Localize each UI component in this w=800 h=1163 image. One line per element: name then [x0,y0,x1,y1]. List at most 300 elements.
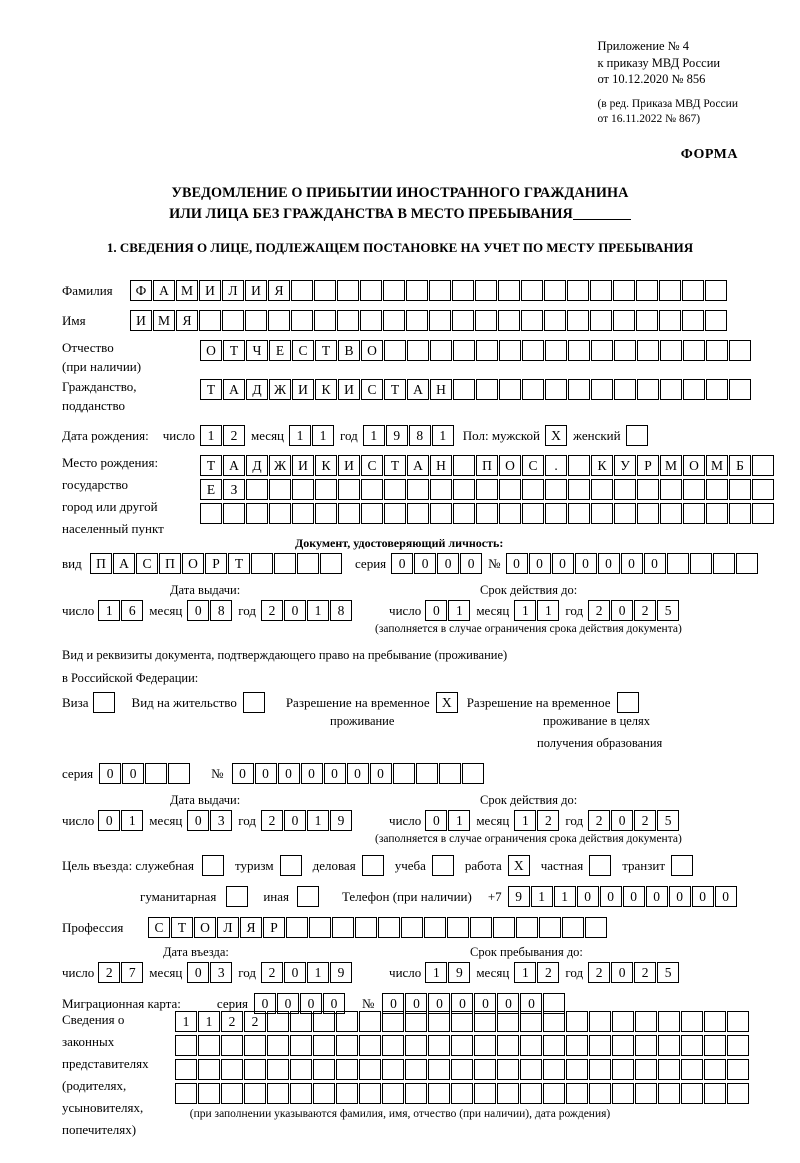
char-cell[interactable] [338,503,360,524]
char-cell[interactable]: 0 [437,553,459,574]
char-cell[interactable]: 2 [588,600,610,621]
char-cell[interactable] [545,503,567,524]
char-cell[interactable] [280,855,302,876]
char-cell[interactable] [566,1035,588,1056]
doc-valid-day-input[interactable] [425,600,471,621]
char-cell[interactable]: 0 [520,993,542,1014]
char-cell[interactable] [428,1035,450,1056]
char-cell[interactable]: 0 [187,810,209,831]
char-cell[interactable] [475,280,497,301]
char-cell[interactable] [470,917,492,938]
char-cell[interactable] [499,503,521,524]
purpose-humanitarian-checkbox[interactable] [226,886,249,907]
char-cell[interactable] [451,1083,473,1104]
char-cell[interactable]: 1 [98,600,120,621]
char-cell[interactable] [545,379,567,400]
char-cell[interactable]: 0 [382,993,404,1014]
char-cell[interactable] [474,1059,496,1080]
char-cell[interactable] [175,1083,197,1104]
char-cell[interactable]: Т [200,455,222,476]
purpose-work-checkbox[interactable] [508,855,531,876]
char-cell[interactable] [729,479,751,500]
char-cell[interactable]: 8 [210,600,232,621]
char-cell[interactable] [682,310,704,331]
char-cell[interactable] [462,763,484,784]
char-cell[interactable] [544,280,566,301]
purpose-business-checkbox[interactable] [362,855,385,876]
char-cell[interactable]: Ж [269,455,291,476]
char-cell[interactable]: 2 [588,810,610,831]
char-cell[interactable] [226,886,248,907]
char-cell[interactable]: 0 [278,763,300,784]
char-cell[interactable] [497,1083,519,1104]
char-cell[interactable] [453,455,475,476]
char-cell[interactable]: 2 [537,962,559,983]
entry-day-input[interactable] [98,962,144,983]
char-cell[interactable] [589,1059,611,1080]
char-cell[interactable]: А [113,553,135,574]
char-cell[interactable] [683,379,705,400]
char-cell[interactable] [359,1059,381,1080]
char-cell[interactable] [683,479,705,500]
char-cell[interactable] [543,1083,565,1104]
char-cell[interactable] [474,1035,496,1056]
char-cell[interactable] [452,280,474,301]
char-cell[interactable]: 2 [244,1011,266,1032]
char-cell[interactable]: С [361,379,383,400]
char-cell[interactable]: Н [430,455,452,476]
char-cell[interactable] [290,1083,312,1104]
char-cell[interactable]: К [591,455,613,476]
char-cell[interactable]: К [315,379,337,400]
char-cell[interactable]: 9 [330,962,352,983]
char-cell[interactable] [382,1011,404,1032]
char-cell[interactable]: Е [200,479,222,500]
sex-female-checkbox[interactable] [626,425,649,446]
char-cell[interactable] [612,1011,634,1032]
char-cell[interactable]: 0 [669,886,691,907]
char-cell[interactable] [428,1059,450,1080]
char-cell[interactable]: О [200,340,222,361]
char-cell[interactable]: М [660,455,682,476]
char-cell[interactable] [416,763,438,784]
char-cell[interactable]: 0 [577,886,599,907]
char-cell[interactable] [704,1011,726,1032]
char-cell[interactable] [361,479,383,500]
char-cell[interactable] [752,455,774,476]
char-cell[interactable] [453,379,475,400]
char-cell[interactable] [727,1035,749,1056]
char-cell[interactable]: 2 [223,425,245,446]
char-cell[interactable] [635,1083,657,1104]
char-cell[interactable] [314,280,336,301]
char-cell[interactable]: И [292,455,314,476]
char-cell[interactable] [636,280,658,301]
stay-valid-year-input[interactable] [588,810,680,831]
char-cell[interactable] [520,1035,542,1056]
char-cell[interactable] [290,1035,312,1056]
char-cell[interactable] [246,503,268,524]
char-cell[interactable]: О [361,340,383,361]
char-cell[interactable] [671,855,693,876]
char-cell[interactable]: 0 [646,886,668,907]
char-cell[interactable]: 2 [537,810,559,831]
char-cell[interactable] [475,310,497,331]
char-cell[interactable] [591,503,613,524]
char-cell[interactable] [590,310,612,331]
char-cell[interactable]: 6 [121,600,143,621]
char-cell[interactable] [612,1083,634,1104]
char-cell[interactable]: 0 [552,553,574,574]
char-cell[interactable] [407,503,429,524]
char-cell[interactable] [200,503,222,524]
char-cell[interactable]: А [223,455,245,476]
char-cell[interactable] [359,1011,381,1032]
char-cell[interactable]: 1 [514,600,536,621]
char-cell[interactable] [497,1035,519,1056]
temp-residence-edu-checkbox[interactable] [617,692,640,713]
char-cell[interactable] [729,379,751,400]
name-input[interactable] [130,310,728,331]
char-cell[interactable] [405,1059,427,1080]
char-cell[interactable] [244,1059,266,1080]
stay-series-input[interactable] [99,763,191,784]
char-cell[interactable] [246,479,268,500]
char-cell[interactable] [498,280,520,301]
char-cell[interactable] [297,886,319,907]
birth-year-input[interactable] [363,425,455,446]
char-cell[interactable] [453,340,475,361]
char-cell[interactable]: 0 [497,993,519,1014]
char-cell[interactable] [567,310,589,331]
char-cell[interactable] [315,479,337,500]
char-cell[interactable]: Я [240,917,262,938]
char-cell[interactable] [361,503,383,524]
char-cell[interactable]: 1 [307,600,329,621]
stay-issue-month-input[interactable] [187,810,233,831]
char-cell[interactable]: И [338,379,360,400]
char-cell[interactable] [297,553,319,574]
char-cell[interactable] [521,280,543,301]
char-cell[interactable] [383,310,405,331]
char-cell[interactable]: 0 [506,553,528,574]
char-cell[interactable] [683,503,705,524]
char-cell[interactable]: Р [637,455,659,476]
stay-day-input[interactable] [425,962,471,983]
char-cell[interactable] [729,503,751,524]
char-cell[interactable] [637,379,659,400]
char-cell[interactable] [704,1059,726,1080]
char-cell[interactable] [499,379,521,400]
char-cell[interactable] [589,855,611,876]
char-cell[interactable] [430,340,452,361]
char-cell[interactable] [520,1011,542,1032]
char-cell[interactable]: 0 [187,600,209,621]
rep-input-line-3[interactable] [175,1059,750,1080]
char-cell[interactable] [223,503,245,524]
char-cell[interactable] [545,479,567,500]
char-cell[interactable] [520,1059,542,1080]
char-cell[interactable] [752,479,774,500]
char-cell[interactable] [451,1035,473,1056]
char-cell[interactable]: Т [223,340,245,361]
char-cell[interactable] [439,763,461,784]
char-cell[interactable] [704,1083,726,1104]
char-cell[interactable] [332,917,354,938]
char-cell[interactable] [428,1083,450,1104]
char-cell[interactable] [706,503,728,524]
char-cell[interactable]: 0 [414,553,436,574]
char-cell[interactable]: 0 [425,600,447,621]
char-cell[interactable] [407,340,429,361]
char-cell[interactable] [658,1083,680,1104]
char-cell[interactable] [521,310,543,331]
doc-number-input[interactable] [506,553,759,574]
char-cell[interactable]: И [338,455,360,476]
char-cell[interactable]: 2 [261,810,283,831]
char-cell[interactable] [291,280,313,301]
char-cell[interactable]: С [136,553,158,574]
char-cell[interactable] [562,917,584,938]
char-cell[interactable] [681,1059,703,1080]
char-cell[interactable]: 0 [99,763,121,784]
doc-valid-month-input[interactable] [514,600,560,621]
char-cell[interactable] [497,1059,519,1080]
char-cell[interactable]: 0 [611,600,633,621]
char-cell[interactable] [168,763,190,784]
char-cell[interactable]: 2 [634,962,656,983]
char-cell[interactable] [405,1083,427,1104]
char-cell[interactable]: Л [222,280,244,301]
char-cell[interactable]: . [545,455,567,476]
char-cell[interactable] [175,1035,197,1056]
char-cell[interactable] [405,1011,427,1032]
char-cell[interactable] [706,340,728,361]
char-cell[interactable] [269,503,291,524]
char-cell[interactable]: 1 [514,810,536,831]
char-cell[interactable] [199,310,221,331]
char-cell[interactable]: 0 [232,763,254,784]
char-cell[interactable]: 0 [254,993,276,1014]
char-cell[interactable]: 1 [425,962,447,983]
char-cell[interactable]: 0 [621,553,643,574]
char-cell[interactable]: С [292,340,314,361]
rep-input-line-4[interactable] [175,1083,750,1104]
char-cell[interactable] [474,1011,496,1032]
char-cell[interactable]: 0 [98,810,120,831]
char-cell[interactable] [476,479,498,500]
char-cell[interactable]: 2 [98,962,120,983]
char-cell[interactable] [286,917,308,938]
char-cell[interactable] [566,1059,588,1080]
entry-month-input[interactable] [187,962,233,983]
entry-year-input[interactable] [261,962,353,983]
char-cell[interactable] [221,1035,243,1056]
char-cell[interactable]: 8 [409,425,431,446]
char-cell[interactable] [314,310,336,331]
char-cell[interactable] [658,1059,680,1080]
char-cell[interactable] [682,280,704,301]
char-cell[interactable] [336,1035,358,1056]
char-cell[interactable] [430,503,452,524]
char-cell[interactable] [313,1035,335,1056]
char-cell[interactable] [635,1059,657,1080]
char-cell[interactable] [635,1035,657,1056]
char-cell[interactable]: Д [246,455,268,476]
char-cell[interactable] [543,1011,565,1032]
birthplace-input-line-1[interactable] [200,455,775,476]
char-cell[interactable]: 0 [301,763,323,784]
char-cell[interactable]: 0 [529,553,551,574]
char-cell[interactable] [660,379,682,400]
char-cell[interactable] [474,1083,496,1104]
char-cell[interactable]: 1 [198,1011,220,1032]
char-cell[interactable]: М [153,310,175,331]
char-cell[interactable]: 0 [425,810,447,831]
char-cell[interactable] [614,379,636,400]
char-cell[interactable]: 0 [644,553,666,574]
char-cell[interactable] [589,1011,611,1032]
doc-issue-month-input[interactable] [187,600,233,621]
char-cell[interactable] [659,280,681,301]
char-cell[interactable] [658,1011,680,1032]
char-cell[interactable] [543,1059,565,1080]
char-cell[interactable]: 1 [432,425,454,446]
char-cell[interactable] [729,340,751,361]
char-cell[interactable]: 1 [175,1011,197,1032]
char-cell[interactable] [585,917,607,938]
char-cell[interactable] [407,479,429,500]
char-cell[interactable]: 0 [611,810,633,831]
char-cell[interactable] [429,310,451,331]
char-cell[interactable] [522,379,544,400]
char-cell[interactable] [713,553,735,574]
char-cell[interactable] [267,1035,289,1056]
char-cell[interactable] [221,1059,243,1080]
char-cell[interactable] [401,917,423,938]
char-cell[interactable] [659,310,681,331]
char-cell[interactable] [590,280,612,301]
char-cell[interactable]: 5 [657,810,679,831]
char-cell[interactable] [681,1035,703,1056]
char-cell[interactable]: Р [205,553,227,574]
char-cell[interactable] [244,1083,266,1104]
char-cell[interactable] [337,280,359,301]
char-cell[interactable] [393,763,415,784]
char-cell[interactable]: Я [176,310,198,331]
char-cell[interactable] [568,479,590,500]
char-cell[interactable]: С [148,917,170,938]
char-cell[interactable] [613,280,635,301]
char-cell[interactable] [432,855,454,876]
char-cell[interactable]: 0 [187,962,209,983]
char-cell[interactable] [499,340,521,361]
char-cell[interactable]: 0 [623,886,645,907]
char-cell[interactable] [520,1083,542,1104]
char-cell[interactable] [405,1035,427,1056]
char-cell[interactable] [360,280,382,301]
char-cell[interactable]: 2 [588,962,610,983]
char-cell[interactable] [320,553,342,574]
char-cell[interactable] [636,310,658,331]
char-cell[interactable]: Л [217,917,239,938]
phone-input[interactable] [508,886,738,907]
patronymic-input[interactable] [200,340,752,361]
char-cell[interactable]: 0 [474,993,496,1014]
char-cell[interactable] [568,340,590,361]
char-cell[interactable]: П [476,455,498,476]
char-cell[interactable]: 2 [261,962,283,983]
char-cell[interactable] [681,1011,703,1032]
char-cell[interactable] [428,1011,450,1032]
char-cell[interactable] [198,1059,220,1080]
char-cell[interactable] [706,379,728,400]
char-cell[interactable]: 2 [634,600,656,621]
char-cell[interactable]: Х [545,425,567,446]
char-cell[interactable] [690,553,712,574]
char-cell[interactable] [683,340,705,361]
char-cell[interactable]: 1 [289,425,311,446]
profession-input[interactable] [148,917,608,938]
char-cell[interactable] [267,1011,289,1032]
char-cell[interactable]: 0 [324,763,346,784]
char-cell[interactable] [243,692,265,713]
char-cell[interactable]: 0 [692,886,714,907]
char-cell[interactable]: 0 [284,810,306,831]
char-cell[interactable] [660,340,682,361]
char-cell[interactable]: П [159,553,181,574]
char-cell[interactable]: 3 [210,810,232,831]
char-cell[interactable]: 7 [121,962,143,983]
char-cell[interactable]: 0 [370,763,392,784]
char-cell[interactable]: 8 [330,600,352,621]
char-cell[interactable] [637,340,659,361]
char-cell[interactable]: 0 [284,962,306,983]
char-cell[interactable]: 0 [277,993,299,1014]
char-cell[interactable]: Б [729,455,751,476]
char-cell[interactable]: Н [430,379,452,400]
char-cell[interactable] [752,503,774,524]
char-cell[interactable] [359,1035,381,1056]
char-cell[interactable]: 0 [122,763,144,784]
purpose-study-checkbox[interactable] [432,855,455,876]
stay-valid-month-input[interactable] [514,810,560,831]
char-cell[interactable] [566,1011,588,1032]
char-cell[interactable]: О [499,455,521,476]
char-cell[interactable]: 2 [261,600,283,621]
char-cell[interactable] [727,1083,749,1104]
char-cell[interactable]: 0 [460,553,482,574]
char-cell[interactable]: 1 [554,886,576,907]
char-cell[interactable]: Т [200,379,222,400]
char-cell[interactable] [245,310,267,331]
char-cell[interactable] [93,692,115,713]
char-cell[interactable]: 9 [386,425,408,446]
char-cell[interactable]: А [407,379,429,400]
char-cell[interactable] [567,280,589,301]
char-cell[interactable] [221,1083,243,1104]
char-cell[interactable] [406,310,428,331]
char-cell[interactable]: 0 [598,553,620,574]
char-cell[interactable] [660,479,682,500]
char-cell[interactable]: Т [384,455,406,476]
char-cell[interactable] [382,1083,404,1104]
char-cell[interactable] [614,503,636,524]
char-cell[interactable]: И [130,310,152,331]
char-cell[interactable] [384,340,406,361]
rep-input-line-2[interactable] [175,1035,750,1056]
char-cell[interactable] [453,503,475,524]
